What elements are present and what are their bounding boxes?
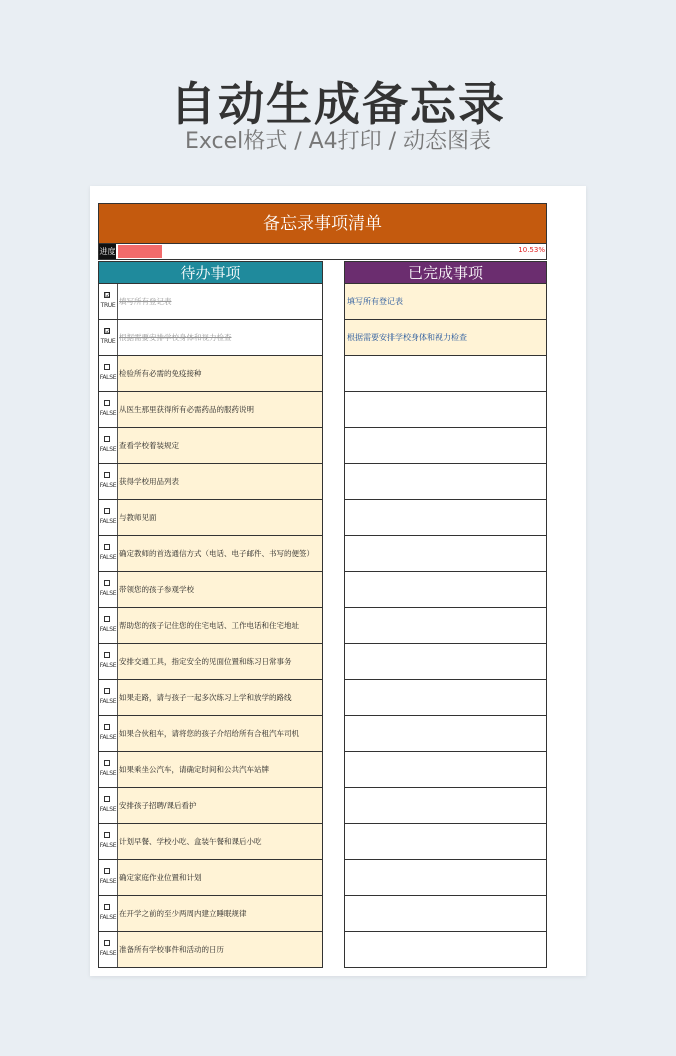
checkbox-icon[interactable]	[104, 400, 110, 406]
checkbox-value: FALSE	[99, 734, 117, 741]
pending-row	[99, 464, 322, 500]
completed-row	[345, 356, 546, 392]
pending-item-text[interactable]: 安排孩子招聘/课后看护	[117, 788, 322, 823]
checkbox-value: FALSE	[99, 698, 117, 705]
completed-item-text	[347, 644, 546, 679]
checkbox-cell[interactable]	[99, 572, 117, 607]
pending-row	[99, 536, 322, 572]
completed-item-text	[347, 464, 546, 499]
pending-row	[99, 500, 322, 536]
banner-subtitle: Excel格式 / A4打印 / 动态图表	[184, 129, 492, 154]
pending-row	[99, 680, 322, 716]
pending-row	[99, 752, 322, 788]
checkbox-icon[interactable]	[104, 436, 110, 442]
checkbox-cell[interactable]	[99, 536, 117, 571]
completed-item-text	[347, 824, 546, 859]
checkbox-icon[interactable]	[104, 904, 110, 910]
checkbox-value: FALSE	[99, 842, 117, 849]
checkbox-cell[interactable]	[99, 896, 117, 931]
completed-column-header: 已完成事项	[344, 261, 547, 284]
checkbox-cell[interactable]	[99, 608, 117, 643]
checkbox-icon[interactable]	[104, 508, 110, 514]
completed-list	[344, 284, 547, 968]
pending-item-text[interactable]: 计划早餐、学校小吃、盒装午餐和课后小吃	[117, 824, 322, 859]
checkbox-cell[interactable]	[99, 788, 117, 823]
completed-item-text: 根据需要安排学校身体和视力检查	[347, 333, 467, 342]
completed-item-text	[347, 608, 546, 643]
checkbox-value: FALSE	[99, 662, 117, 669]
checkbox-cell[interactable]	[99, 752, 117, 787]
checkbox-icon[interactable]	[104, 940, 110, 946]
checkbox-value: FALSE	[99, 518, 117, 525]
completed-row	[345, 860, 546, 896]
checkbox-cell[interactable]	[99, 356, 117, 391]
completed-item-text	[347, 536, 546, 571]
completed-row	[345, 752, 546, 788]
pending-row	[99, 860, 322, 896]
completed-row	[345, 284, 546, 320]
completed-row	[345, 788, 546, 824]
completed-row	[345, 428, 546, 464]
pending-item-text[interactable]: 填写所有登记表	[117, 284, 322, 319]
checkbox-value: FALSE	[99, 626, 117, 633]
completed-item-text	[347, 752, 546, 787]
pending-item-text[interactable]: 确定家庭作业位置和计划	[117, 860, 322, 895]
pending-row	[99, 716, 322, 752]
checkbox-cell[interactable]	[99, 284, 117, 319]
checkbox-icon[interactable]	[104, 616, 110, 622]
checkbox-value: TRUE	[100, 338, 116, 345]
progress-track	[118, 245, 538, 258]
checkbox-icon[interactable]	[104, 472, 110, 478]
checkbox-icon[interactable]	[104, 796, 110, 802]
completed-item-text	[347, 428, 546, 463]
checkbox-cell[interactable]	[99, 824, 117, 859]
checkbox-icon[interactable]	[104, 724, 110, 730]
completed-item-text	[347, 356, 546, 391]
progress-row	[98, 244, 547, 260]
checkbox-cell[interactable]	[99, 716, 117, 751]
pending-item-text[interactable]: 与教师见面	[117, 500, 322, 535]
pending-row	[99, 428, 322, 464]
completed-row	[345, 500, 546, 536]
pending-column-header: 待办事项	[98, 261, 323, 284]
pending-item-text[interactable]: 带领您的孩子参观学校	[117, 572, 322, 607]
completed-item-text	[347, 716, 546, 751]
completed-row	[345, 896, 546, 932]
completed-item-text	[347, 860, 546, 895]
pending-item-text[interactable]: 从医生那里获得所有必需药品的服药说明	[117, 392, 322, 427]
checkbox-cell[interactable]	[99, 464, 117, 499]
completed-item-text	[347, 788, 546, 823]
pending-row	[99, 284, 322, 320]
checkbox-icon[interactable]: ☑	[105, 292, 111, 299]
completed-item-text: 填写所有登记表	[347, 297, 403, 306]
pending-item-text[interactable]: 查看学校着装规定	[117, 428, 322, 463]
pending-row	[99, 644, 322, 680]
pending-item-text[interactable]: 准备所有学校事件和活动的日历	[117, 932, 322, 967]
pending-row	[99, 356, 322, 392]
pending-item-text[interactable]: 根据需要安排学校身体和视力检查	[117, 320, 322, 355]
completed-item-text	[347, 932, 546, 967]
completed-row	[345, 680, 546, 716]
sheet-header-title: 备忘录事项清单	[98, 203, 547, 244]
pending-item-text[interactable]: 安排交通工具，指定安全的见面位置和练习日常事务	[117, 644, 322, 679]
checkbox-value: FALSE	[99, 374, 117, 381]
pending-item-text[interactable]: 检验所有必需的免疫接种	[117, 356, 322, 391]
checkbox-cell[interactable]	[99, 932, 117, 967]
checkbox-icon[interactable]	[104, 832, 110, 838]
pending-row	[99, 320, 322, 356]
checkbox-value: FALSE	[99, 482, 117, 489]
progress-percent: 10.53%	[518, 246, 545, 254]
completed-item-text	[347, 680, 546, 715]
completed-row	[345, 932, 546, 968]
checkbox-cell[interactable]	[99, 680, 117, 715]
pending-row	[99, 932, 322, 968]
checkbox-value: FALSE	[99, 950, 117, 957]
completed-item-text	[347, 500, 546, 535]
checkbox-icon[interactable]	[104, 364, 110, 370]
checkbox-value: FALSE	[99, 410, 117, 417]
checkbox-icon[interactable]: ☑	[105, 328, 111, 335]
completed-item-text	[347, 896, 546, 931]
pending-row	[99, 824, 322, 860]
checkbox-icon[interactable]	[104, 868, 110, 874]
completed-row	[345, 716, 546, 752]
checkbox-cell[interactable]	[99, 644, 117, 679]
checkbox-value: TRUE	[100, 302, 116, 309]
checkbox-value: FALSE	[99, 554, 117, 561]
checkbox-cell[interactable]	[99, 320, 117, 355]
checkbox-icon[interactable]	[104, 580, 110, 586]
checkbox-cell[interactable]	[99, 392, 117, 427]
completed-row	[345, 464, 546, 500]
checkbox-value: FALSE	[99, 878, 117, 885]
checkbox-value: FALSE	[99, 806, 117, 813]
completed-row	[345, 644, 546, 680]
checkbox-icon[interactable]	[104, 688, 110, 694]
progress-bar-fill	[118, 245, 162, 258]
progress-label: 进度	[99, 244, 116, 259]
pending-item-text[interactable]: 在开学之前的至少两周内建立睡眠规律	[117, 896, 322, 931]
completed-row	[345, 320, 546, 356]
pending-item-text[interactable]: 如果走路，请与孩子一起多次练习上学和放学的路线	[117, 680, 322, 715]
pending-item-text[interactable]: 确定教师的首选通信方式（电话、电子邮件、书写的便签）	[117, 536, 322, 571]
completed-item-text	[347, 572, 546, 607]
banner-title: 自动生成备忘录	[170, 77, 506, 131]
checkbox-cell[interactable]	[99, 428, 117, 463]
completed-row	[345, 572, 546, 608]
pending-row	[99, 392, 322, 428]
pending-list	[98, 284, 323, 968]
completed-row	[345, 536, 546, 572]
completed-row	[345, 824, 546, 860]
pending-row	[99, 608, 322, 644]
spreadsheet-sheet	[90, 186, 586, 976]
pending-item-text[interactable]: 获得学校用品列表	[117, 464, 322, 499]
checkbox-cell[interactable]	[99, 860, 117, 895]
pending-item-text[interactable]: 帮助您的孩子记住您的住宅电话、工作电话和住宅地址	[117, 608, 322, 643]
checkbox-icon[interactable]	[104, 760, 110, 766]
checkbox-value: FALSE	[99, 446, 117, 453]
checkbox-icon[interactable]	[104, 544, 110, 550]
checkbox-cell[interactable]	[99, 500, 117, 535]
checkbox-icon[interactable]	[104, 652, 110, 658]
pending-row	[99, 896, 322, 932]
completed-row	[345, 392, 546, 428]
pending-row	[99, 788, 322, 824]
completed-row	[345, 608, 546, 644]
pending-row	[99, 572, 322, 608]
checkbox-value: FALSE	[99, 914, 117, 921]
checkbox-value: FALSE	[99, 590, 117, 597]
pending-item-text[interactable]: 如果合伙租车，请将您的孩子介绍给所有合租汽车司机	[117, 716, 322, 751]
completed-item-text	[347, 392, 546, 427]
checkbox-value: FALSE	[99, 770, 117, 777]
pending-item-text[interactable]: 如果乘坐公汽车，请确定时间和公共汽车站牌	[117, 752, 322, 787]
